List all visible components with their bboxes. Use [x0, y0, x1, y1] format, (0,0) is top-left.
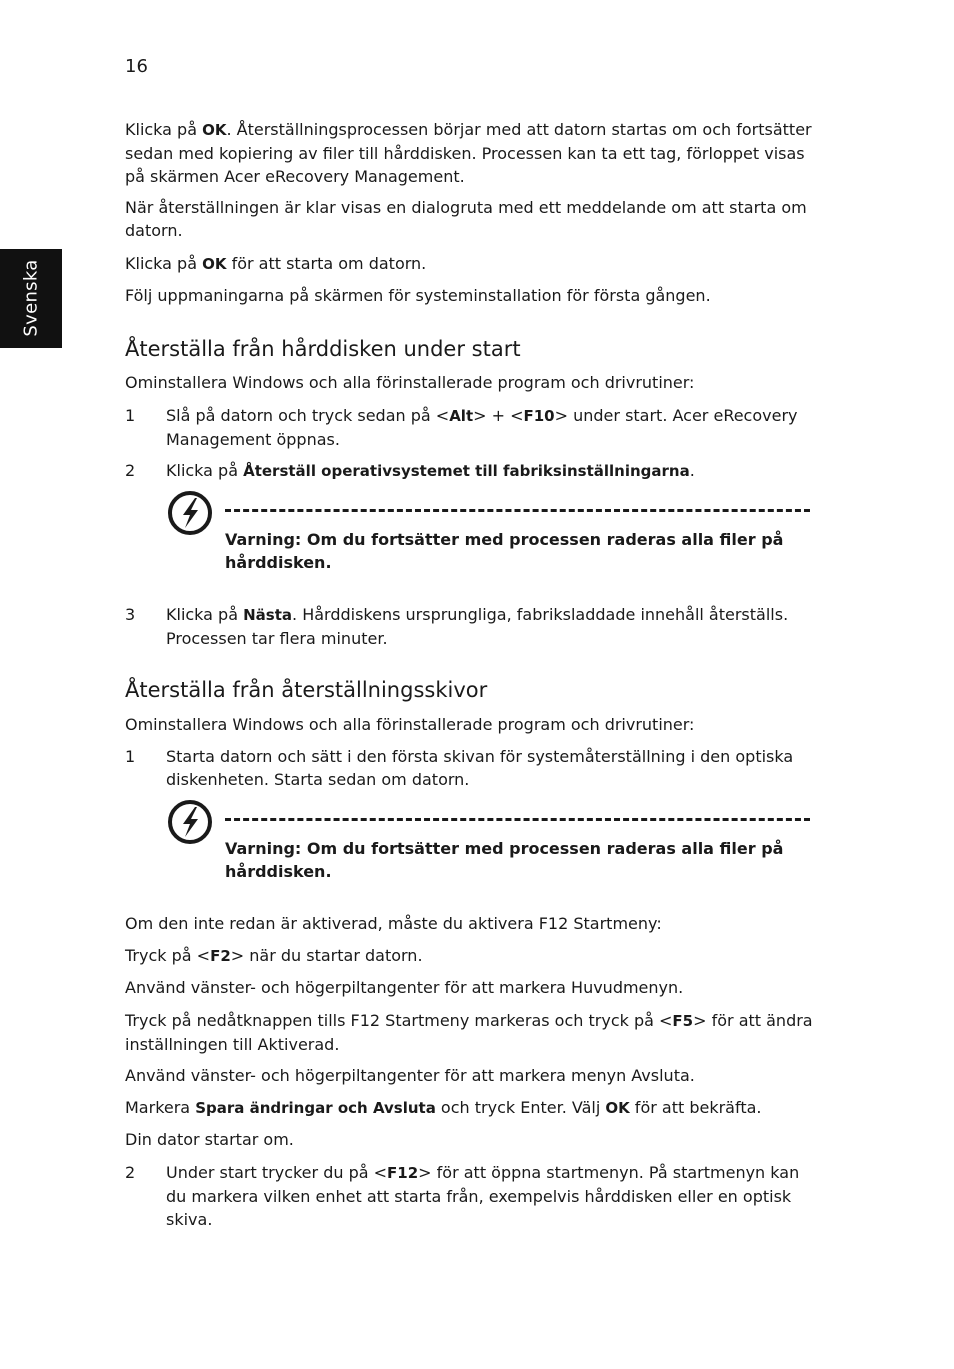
section2-paragraph-7: Din dator startar om. — [125, 1130, 294, 1149]
section2-lead: Ominstallera Windows och alla förinstallerade program och drivrutiner: — [125, 715, 695, 734]
intro-paragraph-2: När återställningen är klar visas en dialogruta med ett meddelande om att starta om datorn. — [125, 198, 807, 240]
section2-paragraph-6: Markera Spara ändringar och Avsluta och tryck Enter. Välj OK för att bekräfta. — [125, 1098, 762, 1117]
section1-lead: Ominstallera Windows och alla förinstallerade program och drivrutiner: — [125, 373, 695, 392]
section1-heading: Återställa från hårddisken under start — [125, 337, 521, 361]
warning-text: Varning: Om du fortsätter med processen raderas alla filer på hårddisken. — [225, 839, 784, 881]
warning-divider — [225, 509, 810, 512]
section2-paragraph-4: Tryck på nedåtknappen tills F12 Startmeny markeras och tryck på <F5> för att ändra inställningen till Aktiverad. — [125, 1011, 813, 1054]
page-number: 16 — [125, 56, 148, 77]
intro-paragraph-3: Klicka på OK för att starta om datorn. — [125, 254, 427, 273]
section2-paragraph-5: Använd vänster- och högerpiltangenter för att markera menyn Avsluta. — [125, 1066, 695, 1085]
section2-heading: Återställa från återställningsskivor — [125, 678, 488, 702]
warning-divider — [225, 818, 810, 821]
section2-paragraph-2: Tryck på <F2> när du startar datorn. — [125, 946, 423, 965]
intro-paragraph-1: Klicka på OK. Återställningsprocessen börjar med att datorn startas om och fortsätter sedan med kopiering av filer till hårddisken. Processen kan ta ett tag, förloppet visas på skärmen Acer eRecovery Management. — [125, 120, 812, 186]
warning-lightning-icon — [167, 490, 213, 536]
intro-paragraph-4: Följ uppmaningarna på skärmen för systeminstallation för första gången. — [125, 286, 711, 305]
warning-lightning-icon — [167, 799, 213, 845]
language-tab-label: Svenska — [20, 259, 42, 337]
warning-text: Varning: Om du fortsätter med processen raderas alla filer på hårddisken. — [225, 530, 784, 572]
section2-paragraph-1: Om den inte redan är aktiverad, måste du aktivera F12 Startmeny: — [125, 914, 662, 933]
section2-paragraph-3: Använd vänster- och högerpiltangenter för att markera Huvudmenyn. — [125, 978, 684, 997]
language-tab — [0, 249, 62, 348]
